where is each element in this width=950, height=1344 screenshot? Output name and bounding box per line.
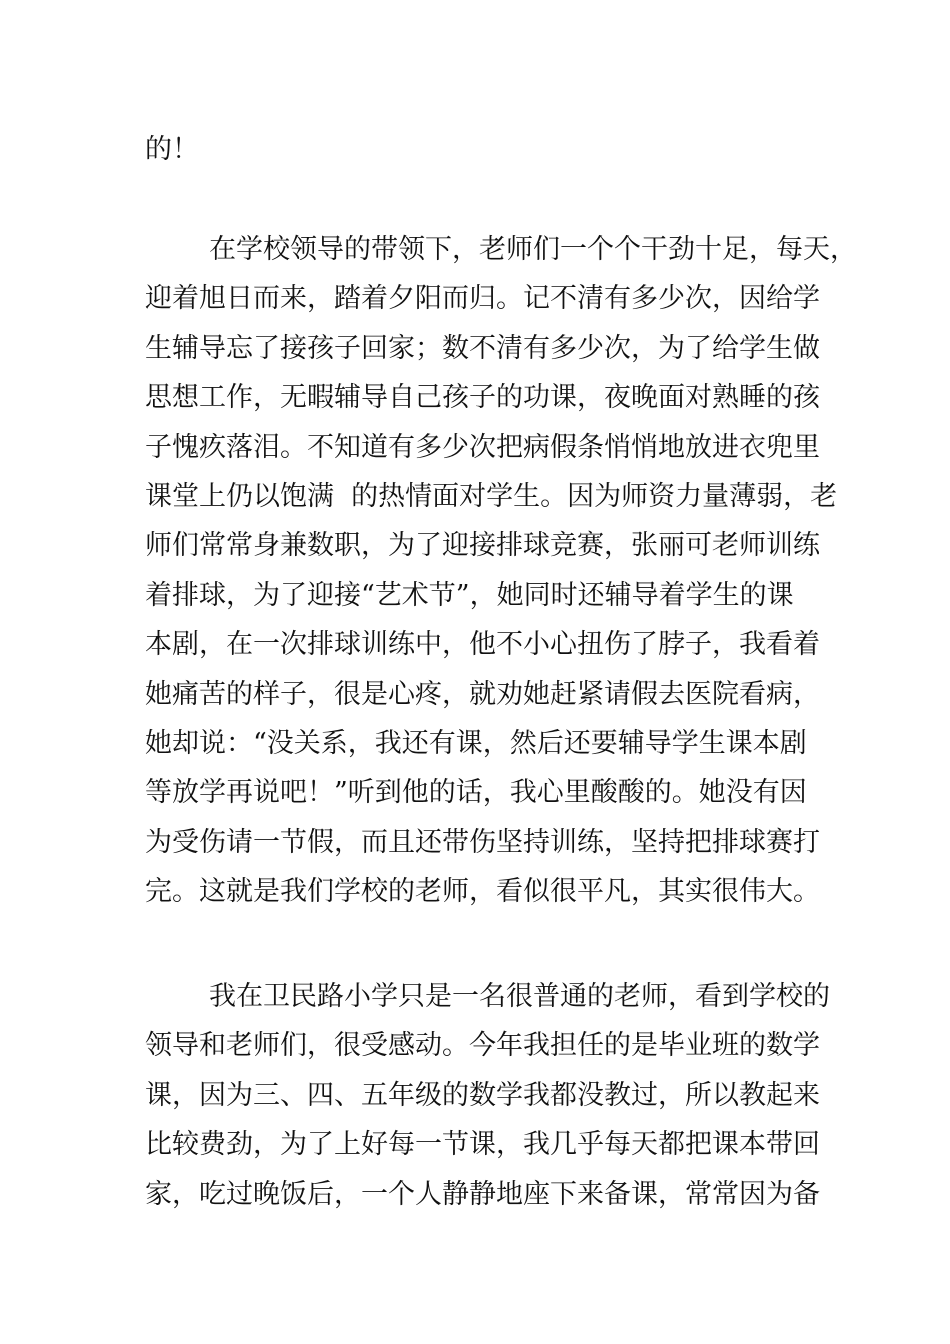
- text-line: 思想工作，无暇辅导自己孩子的功课，夜晚面对熟睡的孩: [145, 382, 820, 414]
- text-line: 课堂上仍以饱满 的热情面对学生。因为师资力量薄弱，老: [145, 480, 838, 512]
- text-line: 为受伤请一节假，而且还带伤坚持训练，坚持把排球赛打: [145, 826, 820, 858]
- text-line: 在学校领导的带领下，老师们一个个干劲十足，每天，: [209, 234, 857, 265]
- text-line: 的！: [145, 134, 199, 165]
- text-line: 迎着旭日而来，踏着夕阳而归。记不清有多少次，因给学: [145, 283, 820, 315]
- text-line: 子愧疚落泪。不知道有多少次把病假条悄悄地放进衣兜里: [145, 431, 820, 463]
- text-line: 领导和老师们，很受感动。今年我担任的是毕业班的数学: [145, 1030, 820, 1062]
- text-line: 等放学再说吧！”听到他的话，我心里酸酸的。她没有因: [145, 777, 807, 809]
- text-line: 她却说：“没关系，我还有课，然后还要辅导学生课本剧: [145, 727, 807, 759]
- text-line: 家，吃过晚饭后，一个人静静地座下来备课，常常因为备: [145, 1178, 820, 1210]
- text-line: 本剧，在一次排球训练中，他不小心扭伤了脖子，我看着: [145, 629, 820, 661]
- text-line: 完。这就是我们学校的老师，看似很平凡，其实很伟大。: [145, 876, 820, 908]
- text-line: 生辅导忘了接孩子回家；数不清有多少次，为了给学生做: [145, 332, 820, 364]
- text-line: 我在卫民路小学只是一名很普通的老师，看到学校的: [209, 981, 830, 1012]
- text-line: 师们常常身兼数职，为了迎接排球竞赛，张丽可老师训练: [145, 530, 820, 562]
- paragraph-continuation: [145, 125, 835, 174]
- text-line: 着排球，为了迎接“艺术节”，她同时还辅导着学生的课: [145, 579, 794, 611]
- text-line: 比较费劲，为了上好每一节课，我几乎每天都把课本带回: [145, 1129, 820, 1161]
- paragraph-author-experience: [145, 972, 835, 1219]
- paragraph-teachers-dedication: [145, 225, 857, 916]
- text-line: 课，因为三、四、五年级的数学我都没教过，所以教起来: [145, 1079, 820, 1111]
- text-line: 她痛苦的样子，很是心疼，就劝她赶紧请假去医院看病，: [145, 678, 820, 710]
